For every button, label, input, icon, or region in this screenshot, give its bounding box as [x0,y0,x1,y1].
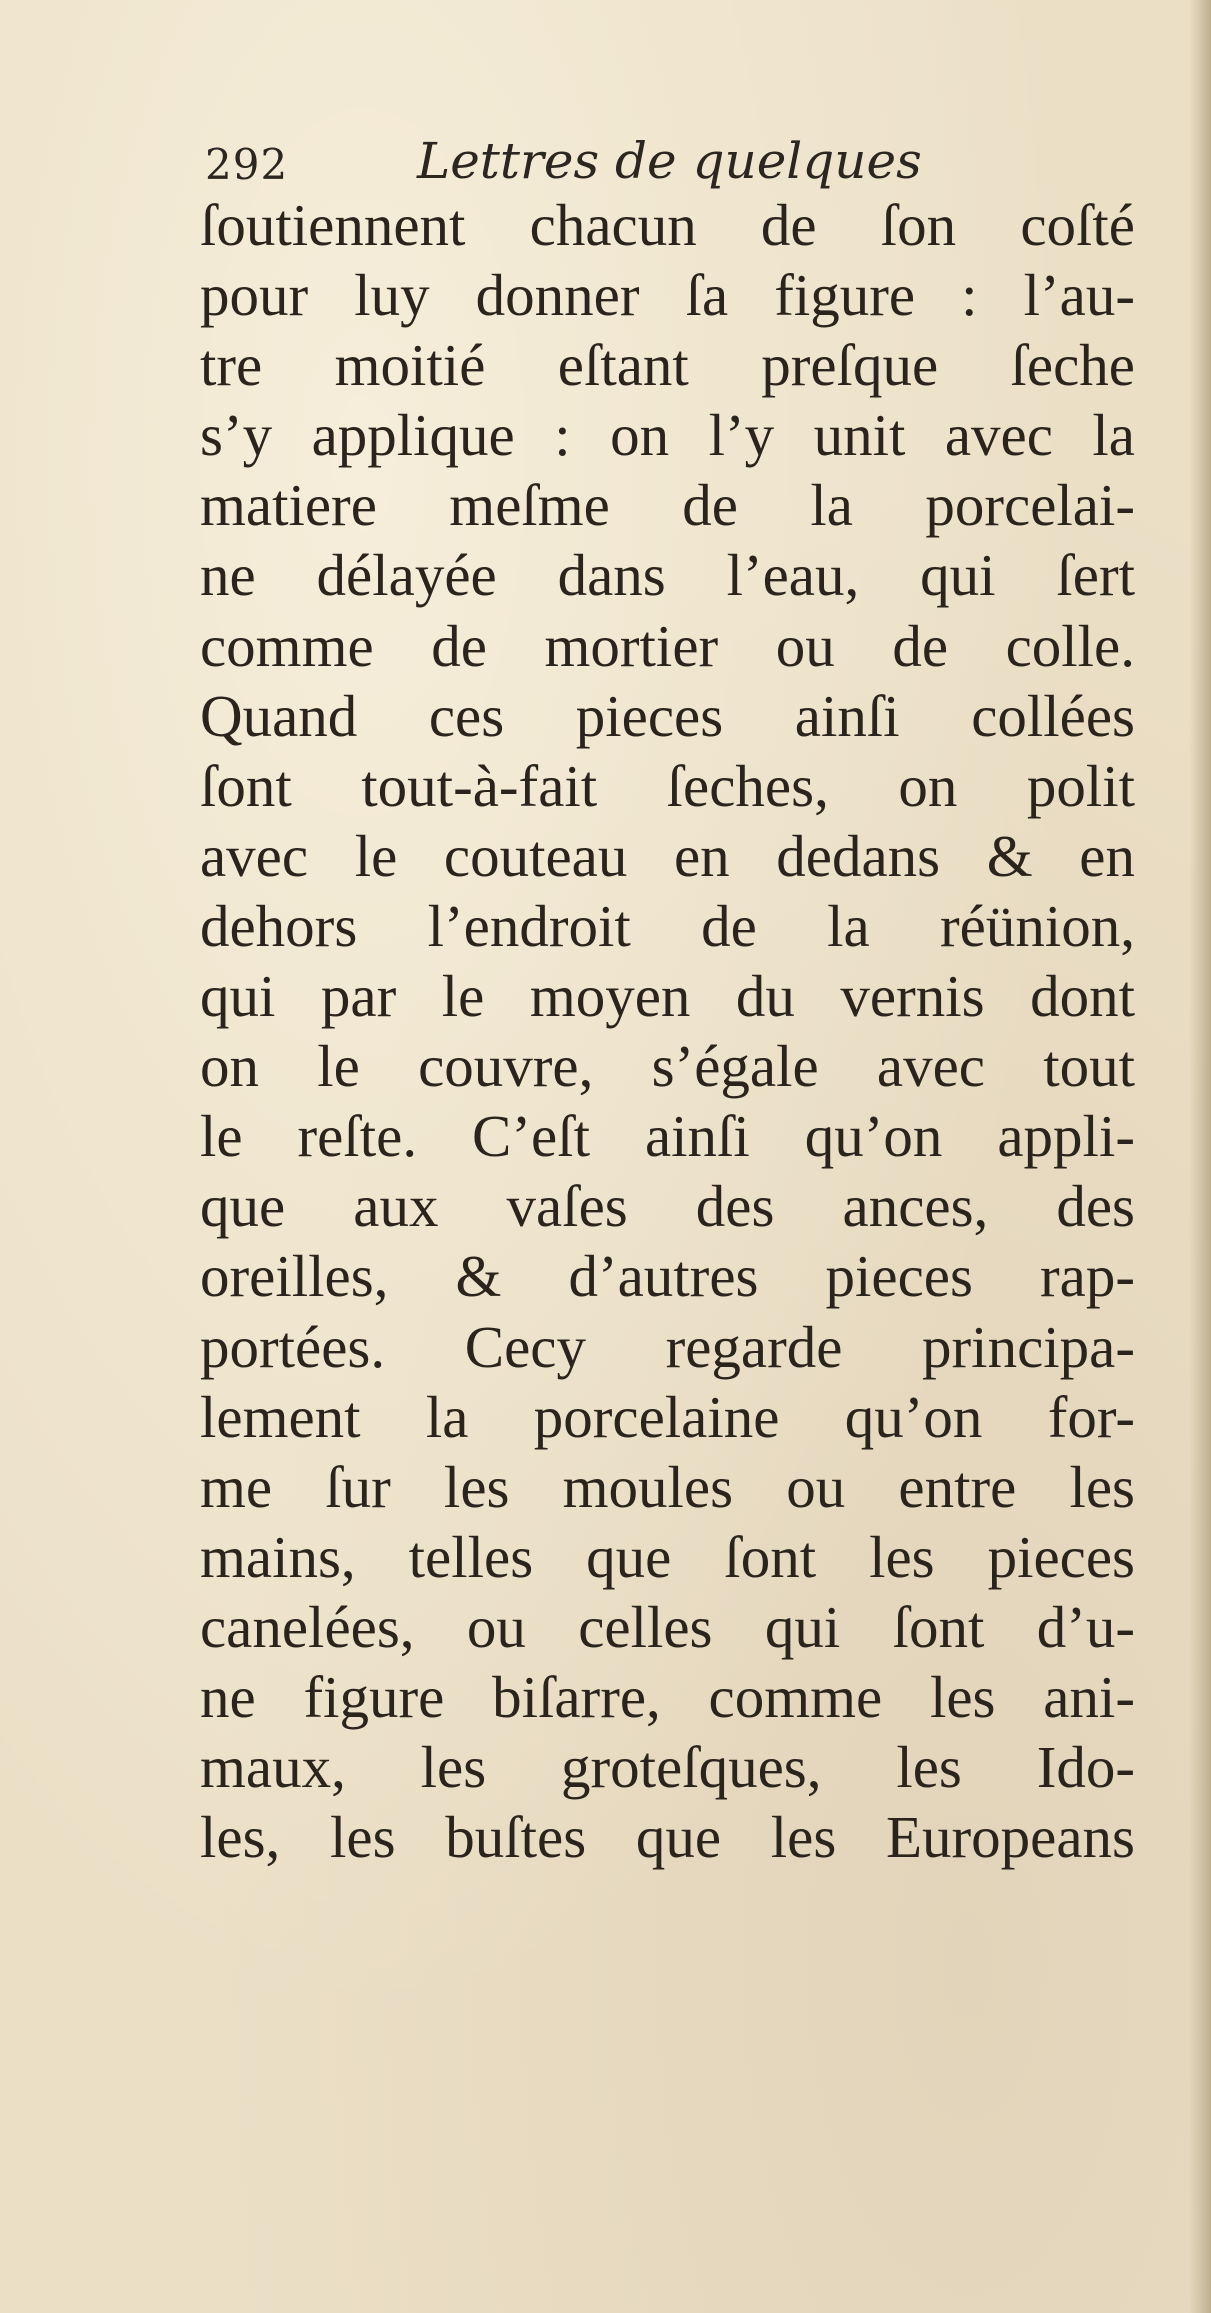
text-line: mains, telles que ſont les pieces [200,1523,1135,1590]
page-edge-shadow [1189,0,1211,2313]
text-line: que aux vaſes des ances, des [200,1173,1135,1240]
text-line: matiere meſme de la porcelai- [200,472,1135,539]
running-title: Lettres de quelques [417,132,922,190]
body-text [200,190,1135,1872]
text-line: ne délayée dans l’eau, qui ſert [200,542,1135,609]
text-line: portées. Cecy regarde principa- [200,1313,1135,1380]
text-line: Quand ces pieces ainſi collées [200,682,1135,749]
page-header [205,118,1005,198]
text-line: ſoutiennent chacun de ſon coſté [200,192,1135,258]
text-line: le reſte. C’eſt ainſi qu’on appli- [200,1103,1135,1170]
text-line: maux, les groteſques, les Ido- [200,1734,1135,1801]
text-line: avec le couteau en dedans & en [200,822,1135,889]
text-line: lement la porcelaine qu’on for- [200,1383,1135,1450]
text-line: comme de mortier ou de colle. [200,612,1135,679]
text-line: tre moitié eſtant preſque ſeche [200,332,1135,399]
page-number: 292 [205,140,289,189]
text-line: ne figure biſarre, comme les ani- [200,1663,1135,1730]
text-line: pour luy donner ſa figure : l’au- [200,262,1135,329]
text-line: canelées, ou celles qui ſont d’u- [200,1593,1135,1660]
text-line: s’y applique : on l’y unit avec la [200,402,1135,469]
text-line: oreilles, & d’autres pieces rap- [200,1243,1135,1310]
text-line: me ſur les moules ou entre les [200,1453,1135,1520]
text-line: ſont tout-à-fait ſeches, on polit [200,752,1135,819]
text-line: les, les buſtes que les Europeans [200,1804,1135,1871]
text-line: on le couvre, s’égale avec tout [200,1033,1135,1100]
text-line: qui par le moyen du vernis dont [200,963,1135,1030]
text-line: dehors l’endroit de la réünion, [200,892,1135,959]
